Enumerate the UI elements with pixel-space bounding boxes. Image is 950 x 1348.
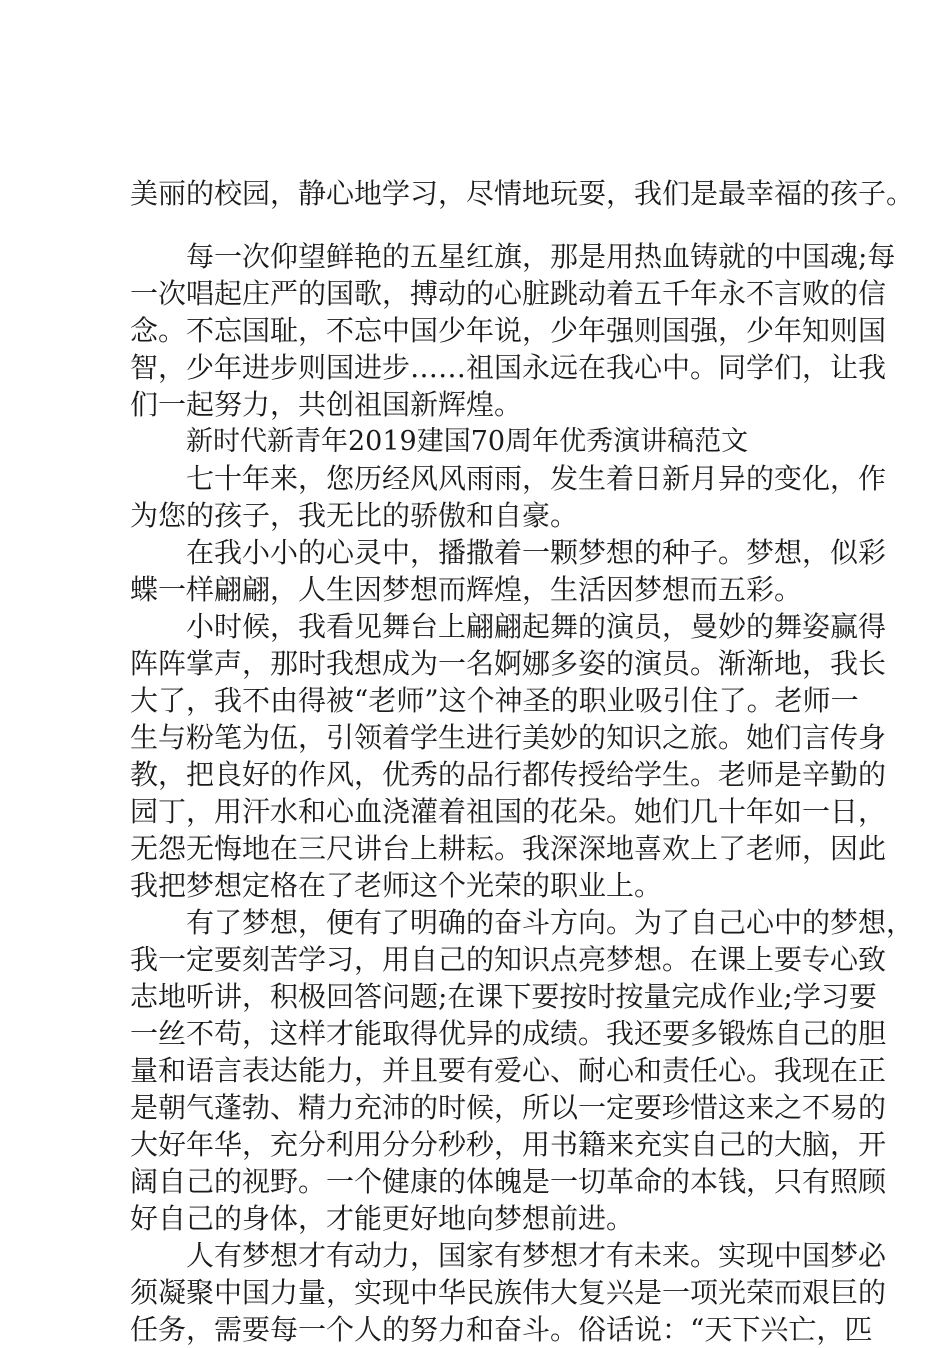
text-line: 量和语言表达能力，并且要有爱心、耐心和责任心。我现在正 [130, 1054, 887, 1087]
text-line: 念。不忘国耻，不忘中国少年说，少年强则国强，少年知则国 [130, 314, 887, 347]
text-line: 大了，我不由得被“老师”这个神圣的职业吸引住了。老师一 [130, 684, 859, 717]
text-line: 美丽的校园，静心地学习，尽情地玩耍，我们是最幸福的孩子。 [130, 177, 915, 210]
text-line: 须凝聚中国力量，实现中华民族伟大复兴是一项光荣而艰巨的 [130, 1276, 887, 1309]
text-line: 为您的孩子，我无比的骄傲和自豪。 [130, 499, 579, 532]
paragraph-start-line: 有了梦想，便有了明确的奋斗方向。为了自己心中的梦想， [186, 906, 915, 939]
text-line: 任务，需要每一个人的努力和奋斗。俗话说：“天下兴亡，匹 [130, 1313, 873, 1346]
text-line: 无怨无悔地在三尺讲台上耕耘。我深深地喜欢上了老师，因此 [130, 832, 887, 865]
article-title: 新时代新青年2019建国70周年优秀演讲稿范文 [186, 426, 749, 457]
paragraph-start-line: 人有梦想才有动力，国家有梦想才有未来。实现中国梦必 [186, 1239, 887, 1272]
text-line: 阔自己的视野。一个健康的体魄是一切革命的本钱，只有照顾 [130, 1165, 887, 1198]
paragraph-start-line: 每一次仰望鲜艳的五星红旗，那是用热血铸就的中国魂;每 [186, 240, 896, 273]
text-line: 生与粉笔为伍，引领着学生进行美妙的知识之旅。她们言传身 [130, 721, 887, 754]
text-line: 我一定要刻苦学习，用自己的知识点亮梦想。在课上要专心致 [130, 943, 887, 976]
text-line: 智，少年进步则国进步……祖国永远在我心中。同学们，让我 [130, 351, 887, 384]
paragraph-start-line: 小时候，我看见舞台上翩翩起舞的演员，曼妙的舞姿赢得 [186, 610, 887, 643]
paragraph-start-line: 在我小小的心灵中，播撒着一颗梦想的种子。梦想，似彩 [186, 536, 887, 569]
text-line: 志地听讲，积极回答问题;在课下要按时按量完成作业;学习要 [130, 980, 877, 1013]
paragraph-start-line: 七十年来，您历经风风雨雨，发生着日新月异的变化，作 [186, 462, 887, 495]
text-line: 是朝气蓬勃、精力充沛的时候，所以一定要珍惜这来之不易的 [130, 1091, 887, 1124]
text-line: 园丁，用汗水和心血浇灌着祖国的花朵。她们几十年如一日， [130, 795, 887, 828]
text-line: 大好年华，充分利用分分秒秒，用书籍来充实自己的大脑，开 [130, 1128, 887, 1161]
text-line: 一次唱起庄严的国歌，搏动的心脏跳动着五千年永不言败的信 [130, 277, 887, 310]
text-line: 们一起努力，共创祖国新辉煌。 [130, 388, 523, 421]
text-line: 我把梦想定格在了老师这个光荣的职业上。 [130, 869, 663, 902]
text-line: 一丝不苟，这样才能取得优异的成绩。我还要多锻炼自己的胆 [130, 1017, 887, 1050]
text-line: 蝶一样翩翩，人生因梦想而辉煌，生活因梦想而五彩。 [130, 573, 803, 606]
text-line: 教，把良好的作风，优秀的品行都传授给学生。老师是辛勤的 [130, 758, 887, 791]
text-line: 好自己的身体，才能更好地向梦想前进。 [130, 1202, 635, 1235]
text-line: 阵阵掌声，那时我想成为一名婀娜多姿的演员。渐渐地，我长 [130, 647, 887, 680]
